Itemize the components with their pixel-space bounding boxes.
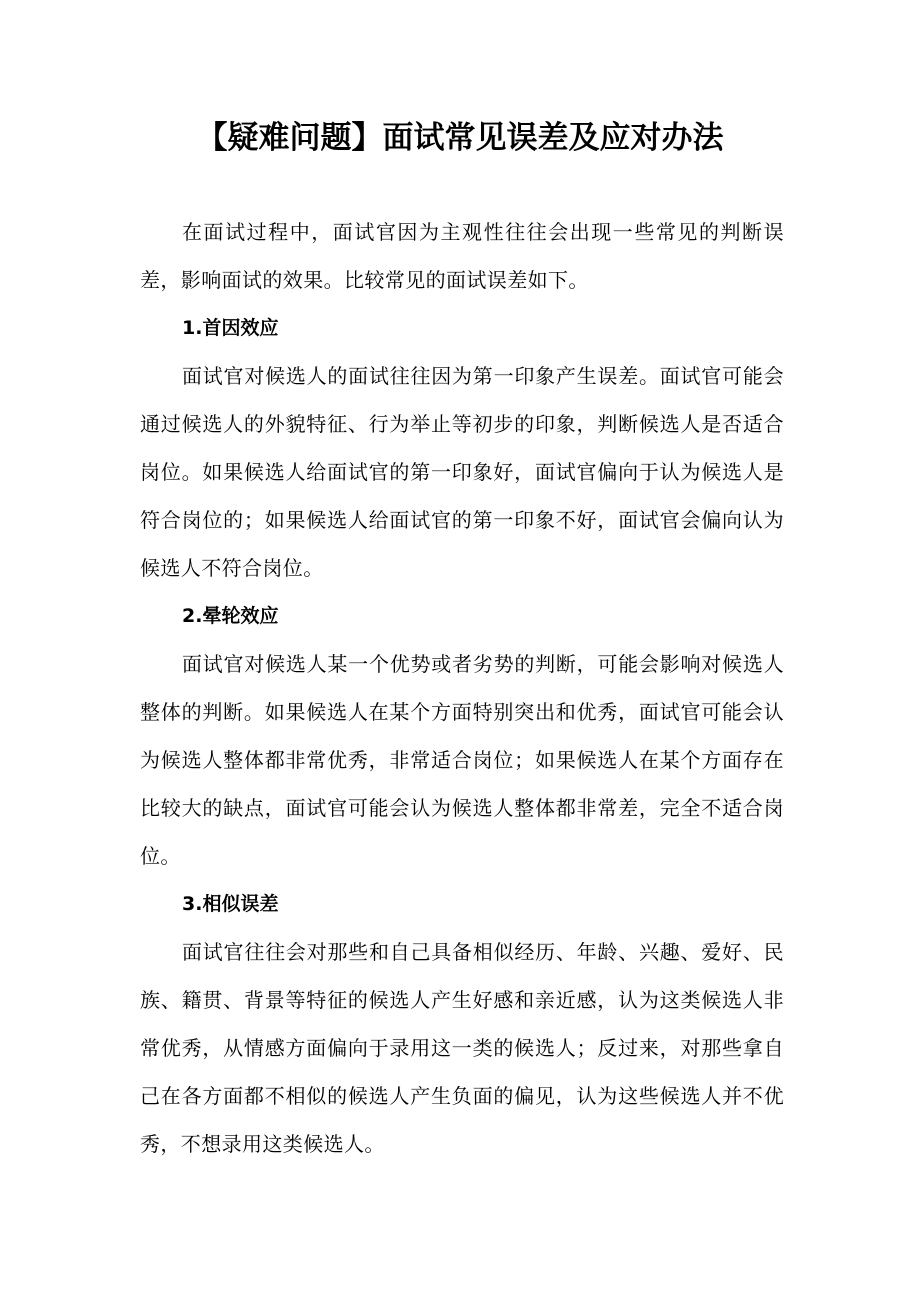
intro-paragraph: 在面试过程中，面试官因为主观性往往会出现一些常见的判断误差，影响面试的效果。比较常见的面试误差如下。 (140, 220, 784, 292)
document-title: 【疑难问题】面试常见误差及应对办法 (196, 120, 724, 156)
document-body (140, 208, 784, 1168)
section-body-halo-effect: 面试官对候选人某一个优势或者劣势的判断，可能会影响对候选人整体的判断。如果候选人在某个方面特别突出和优秀，面试官可能会认为候选人整体都非常优秀，非常适合岗位；如果候选人在某个方面存在比较大的缺点，面试官可能会认为候选人整体都非常差，完全不适合岗位。 (140, 652, 784, 868)
section-body-similarity-error: 面试官往往会对那些和自己具备相似经历、年龄、兴趣、爱好、民族、籍贯、背景等特征的候选人产生好感和亲近感，认为这类候选人非常优秀，从情感方面偏向于录用这一类的候选人；反过来，对那些拿自己在各方面都不相似的候选人产生负面的偏见，认为这些候选人并不优秀，不想录用这类候选人。 (140, 940, 784, 1156)
section-heading-primacy-effect: 1.首因效应 (182, 317, 279, 339)
section-body-primacy-effect: 面试官对候选人的面试往往因为第一印象产生误差。面试官可能会通过候选人的外貌特征、行为举止等初步的印象，判断候选人是否适合岗位。如果候选人给面试官的第一印象好，面试官偏向于认为候选人是符合岗位的；如果候选人给面试官的第一印象不好，面试官会偏向认为候选人不符合岗位。 (140, 364, 784, 580)
section-heading-halo-effect: 2.晕轮效应 (182, 605, 279, 627)
section-heading-similarity-error: 3.相似误差 (182, 893, 279, 915)
